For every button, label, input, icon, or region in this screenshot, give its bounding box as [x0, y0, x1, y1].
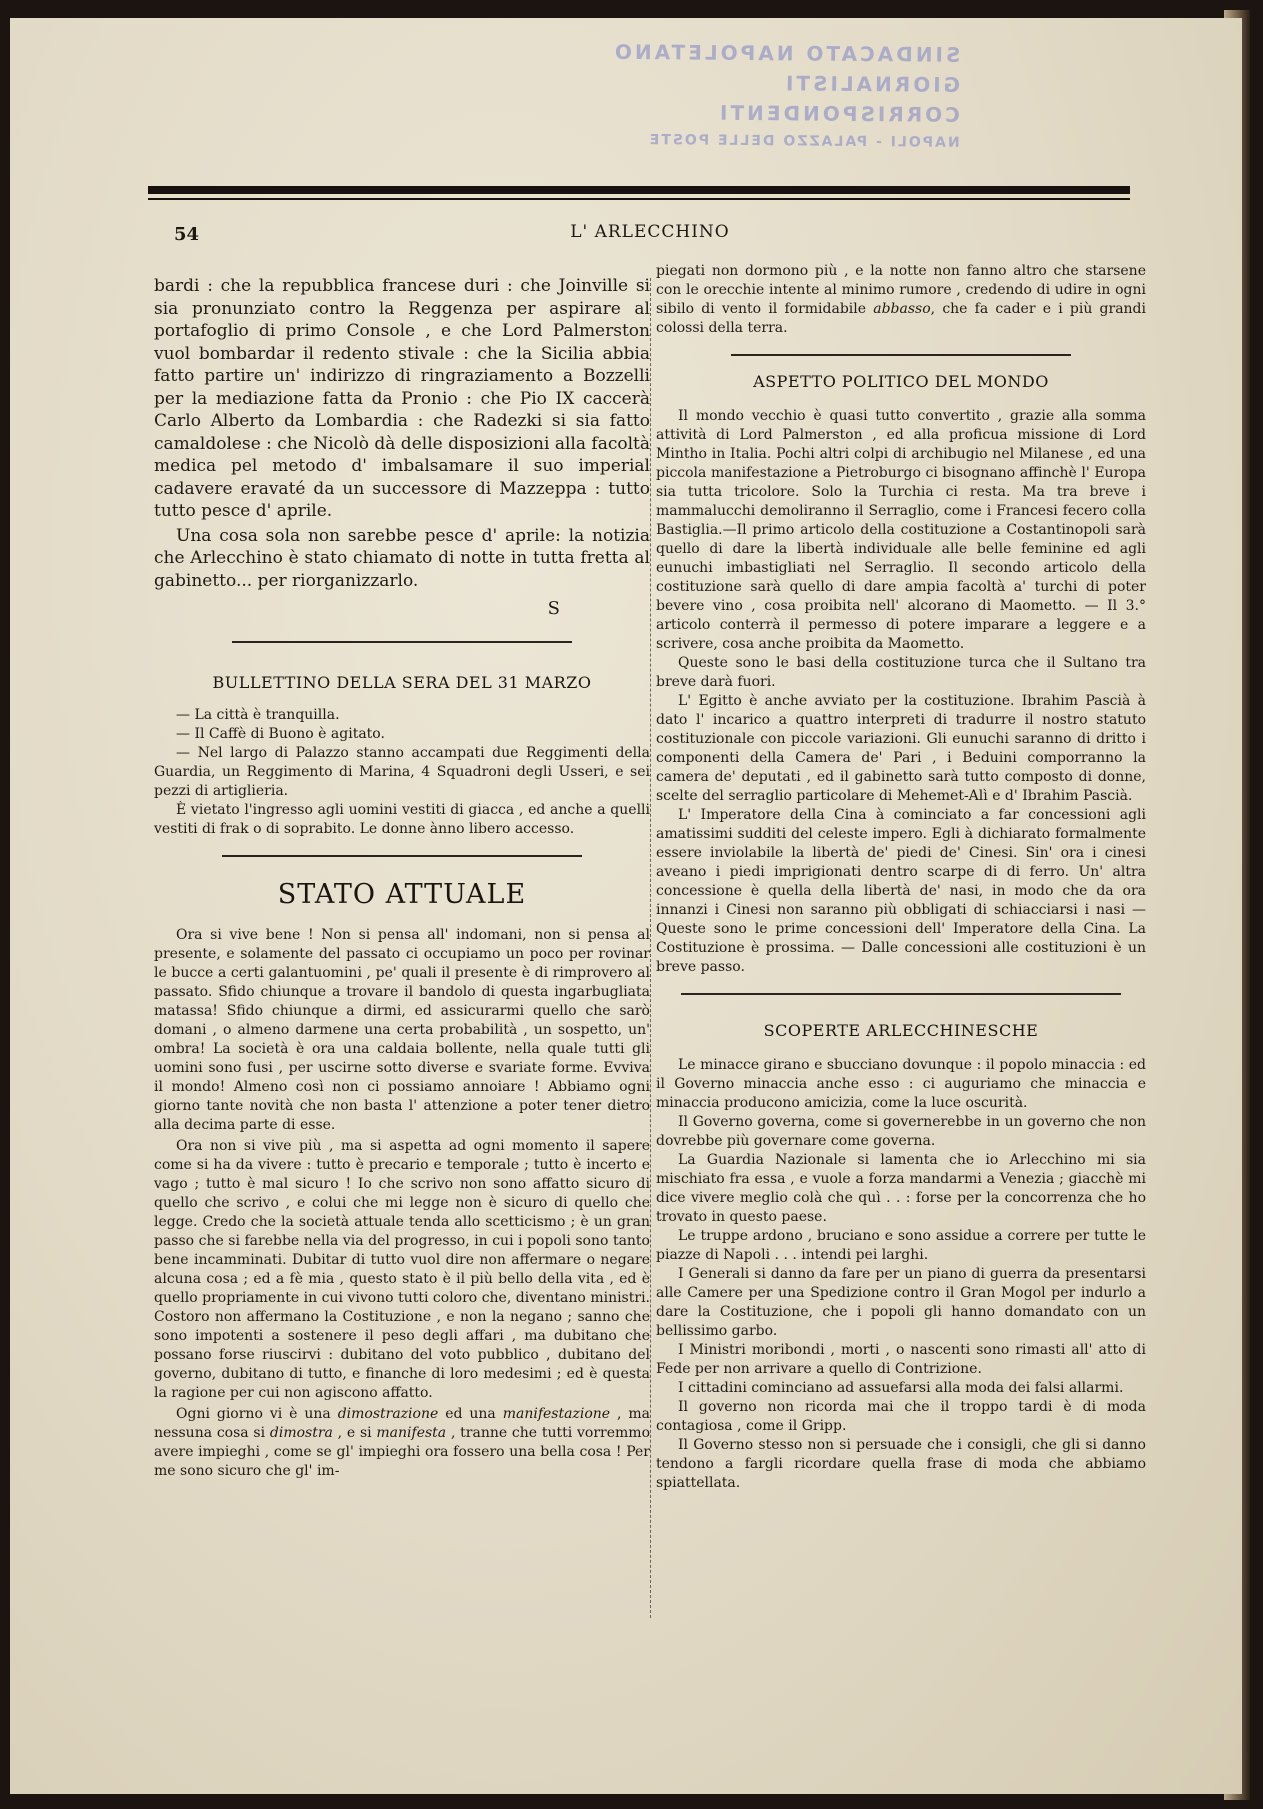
bulletin-item: — Il Caffè di Buono è agitato. [176, 726, 385, 742]
aspetto-paragraph: L' Imperatore della Cina à cominciato a far concessioni agli amatissimi sudditi del celeste impero. Egli à dichiarato formalmente essere inviolabile la libertà de' piedi de' Cinesi. Sin' ora i cinesi aveano i piedi imprigionati dentro scarpe di di ferro. Un' altra concessione è quella della libertà de' nasi, in modo che da ora innanzi i Cinesi non saranno più obbligati di schiacciarsi i nasi — Queste sono le prime concessioni dell' Imperatore della Cina. La Costituzione è prossima. — Dalle concessioni alle costituzioni è un breve passo. [656, 807, 1146, 975]
page-number: 54 [174, 224, 200, 245]
aspetto-paragraph: L' Egitto è anche avviato per la costituzione. Ibrahim Pascià à dato l' incarico a quattro interpreti di tradurre il nostro statuto costituzionale con piccole variazioni. Gli eunuchi saranno di dritto i componenti della Camera de' Pari , i Beduini comporranno la camera de' deputati , ed il gabinetto sarà tutto composto di donne, scelte del serraglio particolare di Mehemet-Alì e d' Ibrahim Pascià. [656, 693, 1146, 804]
scoperte-paragraph: I cittadini cominciano ad assuefarsi alla moda dei falsi allarmi. [678, 1380, 1124, 1396]
left-column [154, 275, 650, 1481]
scoperte-paragraph: Il governo non ricorda mai che il troppo tardi è di moda contagiosa , come il Gripp. [656, 1399, 1146, 1434]
stato-attuale-title: STATO ATTUALE [277, 879, 527, 910]
section-rule [681, 993, 1121, 995]
scoperte-title: SCOPERTE ARLECCHINESCHE [763, 1021, 1039, 1040]
scoperte-paragraph: I Ministri moribondi , morti , o nascenti sono rimasti all' atto di Fede per non arrivare a quello di Contrizione. [656, 1342, 1146, 1377]
stato-paragraph: Ora si vive bene ! Non si pensa all' indomani, non si pensa al presente, e solamente del passato ci occupiamo un poco per rovinar le bucce a certi galantuomini , pe' quali il presente è di rimprovero al passato. Sfido chiunque a trovare il bandolo di questa ingarbugliata matassa! Sfido chiunque a dirmi, ed assicurarmi quello che sarò domani , o almeno darmene una certa probabilità , un sospetto, un' ombra! La società è ora una caldaia bollente, nella quale tutti gli uomini sono fusi , per uscirne sotto diverse e svariate forme. Evviva il mondo! Almeno così non ci possiamo annoiare ! Abbiamo ogni giorno tante novità che non basta l' attenzione a poter tener dietro alla decima parte di esse. [154, 927, 650, 1133]
stato-paragraph-last: Ogni giorno vi è una dimostrazione ed una manifestazione , ma nessuna cosa si dimostra , e si manifesta , tranne che tutti vorremmo avere impieghi , come se gl' impieghi ora fossero una bella cosa ! Per me sono sicuro che gl' im- [154, 1406, 651, 1479]
section-rule [731, 354, 1071, 356]
header-rule-thick [148, 186, 1130, 194]
stamp-line-2: GIORNALISTI CORRISPONDENTI [716, 71, 961, 127]
scoperte-paragraph: I Generali si danno da fare per un piano di guerra da presentarsi alle Camere per una Spedizione contro il Gran Mogol per indurlo a dare la Costituzione, che i popoli gli hanno domandato con un bellissimo garbo. [656, 1266, 1146, 1339]
continued-paragraph: piegati non dormono più , e la notte non fanno altro che starsene con le orecchie intente al minimo rumore , credendo di udire in ogni sibilo di vento il formidabile abbasso, che fa cader e i più grandi colossi della terra. [656, 263, 1146, 336]
aspetto-politico-title: ASPETTO POLITICO DEL MONDO [753, 372, 1049, 391]
bulletin-item: È vietato l'ingresso agli uomini vestiti di giacca , ed anche a quelli vestiti di frak o di soprabito. Le donne ànno libero accesso. [154, 802, 650, 837]
right-column [656, 262, 1146, 1493]
header-rule-thin [148, 198, 1130, 200]
scoperte-paragraph: La Guardia Nazionale si lamenta che io Arlecchino mi sia mischiato fra essa , e vuole a forza mandarmi a Venezia ; giacchè mi dice vivere meglio colà che quì . . : forse per la concorrenza che ho trovato in questo paese. [656, 1152, 1146, 1225]
aspetto-paragraph: Queste sono le basi della costituzione turca che il Sultano tra breve darà fuori. [656, 655, 1146, 690]
stato-paragraph: Ora non si vive più , ma si aspetta ad ogni momento il sapere come si ha da vivere : tutto è precario e temporale ; tutto è incerto e vago ; tutto è mal sicuro ! Io che scrivo non sono affatto sicuro di quello che scrivo , e colui che mi legge non è sicuro di quello che legge. Credo che la società attuale tenda allo scetticismo ; è un gran passo che si farebbe nella via del progresso, in cui i popoli sono tanto bene incamminati. Dubitar di tutto vuol dire non affermare o negare alcuna cosa ; ed a fè mia , questo stato è il più bello della vita , ed è quello propriamente in cui vivono tutti coloro che, diventano ministri. Costoro non affermano la Costituzione , e non la negano ; sanno che sono impotenti a sostenere il peso degli affari , ma dubitano che possano forse riuscirvi : dubitano del voto pubblico , dubitano del governo, dubitano di tutto, e finanche di loro medesimi ; ed è questa la ragione per cui non agiscono affatto. [154, 1138, 650, 1401]
running-title: L' ARLECCHINO [570, 222, 730, 242]
column-divider [650, 278, 652, 1618]
intro-paragraph: Una cosa sola non sarebbe pesce d' aprile: la notizia che Arlecchino è stato chiamato di notte in tutta fretta al gabinetto... per riorganizzarlo. [154, 525, 650, 591]
article-signature: S [547, 598, 560, 619]
aspetto-paragraph: Il mondo vecchio è quasi tutto convertito , grazie alla somma attività di Lord Palmerston , ed alla proficua missione di Lord Mintho in Italia. Pochi altri colpi di archibugio nel Milanese , ed una piccola manifestazione a Pietroburgo ci bisognano affinchè l' Europa sia tutta tricolore. Solo la Turchia ci resta. Ma tra breve i mammalucchi demoliranno il Serraglio, come i Francesi fecero colla Bastiglia.—Il primo articolo della costituzione a Costantinopoli sarà quello di dare la libertà individuale alle belle feminine ed agli eunuchi imbastigliati nel Serraglio. Il secondo articolo della costituzione sarà quello di dare ampia facoltà a' turchi di poter bevere vino , cosa proibita nell' alcorano di Maometto. — Il 3.° articolo conterrà il permesso di potere imparare a leggere e a scrivere, cosa anche proibita da Maometto. [656, 408, 1146, 652]
scoperte-paragraph: Il Governo stesso non si persuade che i consigli, che gli si danno tendono a fargli ricordare quella frase di moda che abbiamo spiattellata. [656, 1437, 1146, 1491]
ink-stamp [540, 36, 961, 156]
scoperte-paragraph: Le minacce girano e sbucciano dovunque : il popolo minaccia : ed il Governo minaccia anche esso : ci auguriamo che minaccia e minaccia producono amicizia, come la luce oscurità. [656, 1057, 1146, 1111]
scoperte-paragraph: Il Governo governa, come si governerebbe in un governo che non dovrebbe più governare come governa. [656, 1114, 1146, 1149]
stamp-line-1: SINDACATO NAPOLETANO [611, 39, 961, 67]
section-rule [232, 641, 572, 643]
bulletin-item: — Nel largo di Palazzo stanno accampati due Reggimenti della Guardia, un Reggimento di Marina, 4 Squadroni degli Usseri, e sei pezzi di artiglieria. [154, 745, 650, 799]
bulletin-item: — La città è tranquilla. [176, 707, 340, 723]
bulletin-title: BULLETTINO DELLA SERA DEL 31 MARZO [212, 673, 592, 692]
scoperte-paragraph: Le truppe ardono , bruciano e sono assidue a correre per tutte le piazze di Napoli . . . intendi pei larghi. [656, 1228, 1146, 1263]
section-rule [222, 855, 582, 857]
stamp-line-3: NAPOLI - PALAZZO DELLE POSTE [647, 132, 960, 151]
intro-paragraph: bardi : che la repubblica francese duri : che Joinville si sia pronunziato contro la Reggenza per aspirare al portafoglio di primo Console , e che Lord Palmerston vuol bombardar il redento stivale : che la Sicilia abbia fatto partire un' indirizzo di ringraziamento a Bozzelli per la mediazione fatta da Pronio : che Pio IX caccerà Carlo Alberto da Lombardia : che Radezki si sia fatto camaldolese : che Nicolò dà delle disposizioni alla facoltà medica pel metodo d' imbalsamare il suo imperial cadavere eravaté da un successore di Mazzeppa : tutto tutto pesce d' aprile. [154, 276, 650, 521]
